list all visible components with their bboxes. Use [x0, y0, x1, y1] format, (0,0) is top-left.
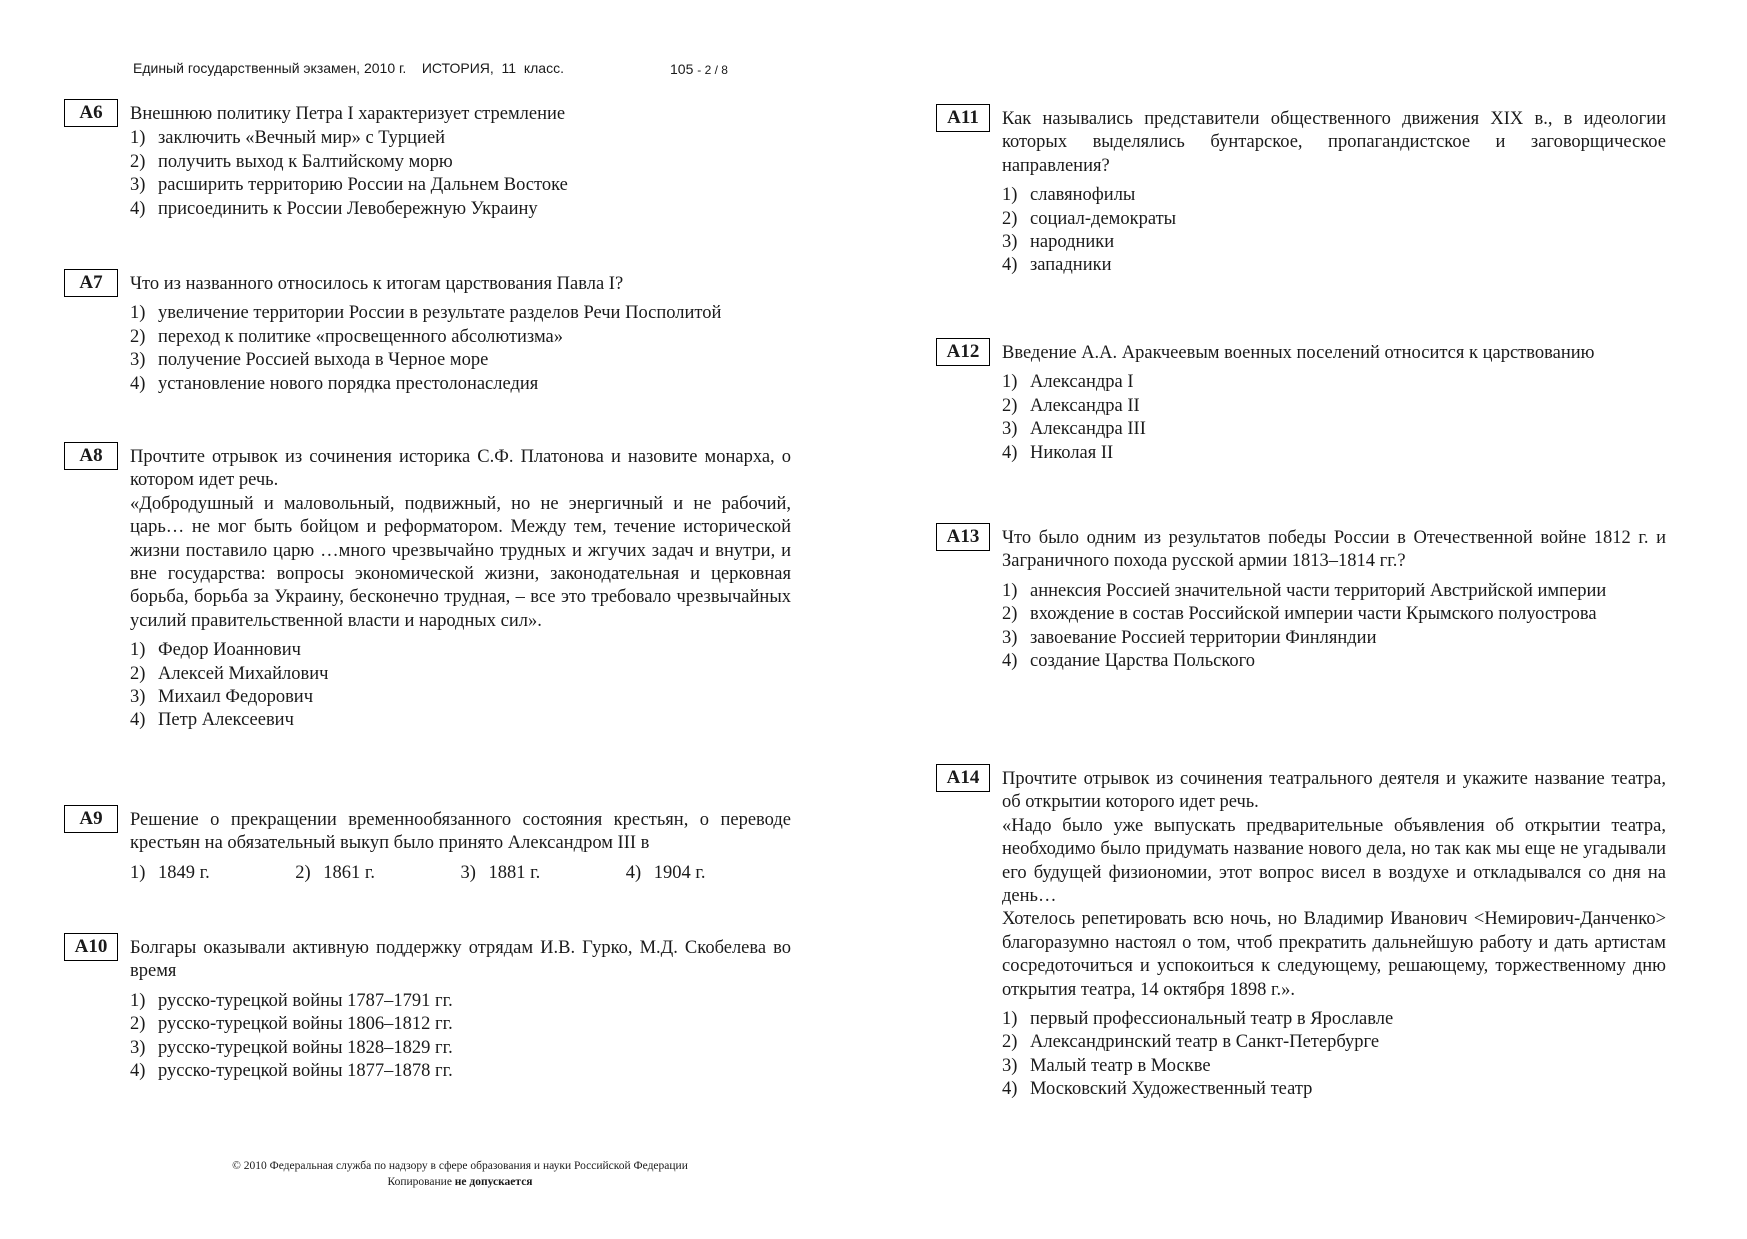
answer-option: 4) установление нового порядка престолонаследия: [130, 373, 539, 394]
task-a7: [64, 273, 791, 396]
answer-option: 1) первый профессиональный театр в Ярославле: [1002, 1009, 1394, 1030]
answer-option: 1) аннексия Россией значительной части территорий Австрийской империи: [1002, 580, 1607, 601]
task-label: A6: [64, 99, 118, 127]
answer-option: 1) Федор Иоаннович: [130, 640, 301, 661]
answer-option: 4) русско-турецкой войны 1877–1878 гг.: [130, 1061, 453, 1082]
question-text: Решение о прекращении временнообязанного состояния крестьян, о переводе крестьян на обязательный выкуп было принято Александром III в: [130, 810, 791, 854]
task-a11: [936, 108, 1666, 278]
copyright-line: © 2010 Федеральная служба по надзору в сфере образования и науки Российской Федерации: [232, 1160, 688, 1172]
page-header: [133, 60, 853, 76]
answer-option: 3) народники: [1002, 232, 1115, 253]
question-text: Болгары оказывали активную поддержку отрядам И.В. Гурко, М.Д. Скобелева во время: [130, 938, 791, 982]
answer-option: 3) получение Россией выхода в Черное море: [130, 350, 489, 371]
answer-option: 1) русско-турецкой войны 1787–1791 гг.: [130, 990, 453, 1011]
answer-option: 4) создание Царства Польского: [1002, 651, 1256, 672]
answer-option: 3) Александра III: [1002, 419, 1146, 440]
answer-option: 3) Малый театр в Москве: [1002, 1055, 1211, 1076]
answer-option: 2) вхождение в состав Российской империи части Крымского полуострова: [1002, 604, 1597, 625]
exam-title: Единый государственный экзамен, 2010 г.: [133, 60, 407, 76]
answer-option: 1) увеличение территории России в результате разделов Речи Посполитой: [130, 303, 722, 324]
answer-option: 2) Алексей Михайлович: [130, 663, 329, 684]
answer-option: 1) 1849 г.: [130, 862, 210, 883]
question-text: Что из названного относилось к итогам царствования Павла I?: [130, 274, 624, 294]
task-a10: [64, 937, 791, 1083]
question-text: Введение А.А. Аракчеевым военных поселений относится к царствованию: [1002, 343, 1595, 363]
task-label: A10: [64, 933, 118, 961]
question-text: Внешнюю политику Петра I характеризует стремление: [130, 104, 566, 124]
task-a14: [936, 768, 1666, 1102]
answer-option: 4) Московский Художественный театр: [1002, 1079, 1313, 1100]
answer-option: 3) завоевание Россией территории Финляндии: [1002, 627, 1377, 648]
answer-option: 3) расширить территорию России на Дальнем Востоке: [130, 175, 568, 196]
answer-option: 4) присоединить к России Левобережную Украину: [130, 198, 538, 219]
answer-option: 2) социал-демократы: [1002, 208, 1177, 229]
answer-option: 4) Петр Алексеевич: [130, 710, 294, 731]
task-label: A12: [936, 338, 990, 366]
answer-option: 2) Александринский театр в Санкт-Петербурге: [1002, 1032, 1380, 1053]
task-label: A14: [936, 764, 990, 792]
answer-option: 2) получить выход к Балтийскому морю: [130, 151, 453, 172]
task-label: A8: [64, 442, 118, 470]
task-a9: [64, 809, 791, 885]
answer-option: 4) западники: [1002, 255, 1112, 276]
question-text: Как назывались представители общественного движения XIX в., в идеологии которых выделялись бунтарское, пропагандистское и заговорщическое направления?: [1002, 109, 1666, 176]
answer-option: 3) Михаил Федорович: [130, 687, 314, 708]
quote-text: Хотелось репетировать всю ночь, но Владимир Иванович <Немирович-Данченко> благоразумно настоял о том, чтоб прекратить дальнейшую работу и дать артистам сосредоточиться и успокоиться к следующему, решающему, торжественному дню открытия театра, 14 октября 1898 г.».: [1002, 909, 1666, 1000]
task-a12: [936, 342, 1666, 465]
quote-text: «Надо было уже выпускать предварительные объявления об открытии театра, необходимо было придумать название нового дела, но так как мы еще не угадывали его будущей физиономии, этот вопрос висел в воздухе и откладывался со дня на день…: [1002, 815, 1666, 907]
answer-option: 4) Николая II: [1002, 442, 1114, 463]
answer-option: 1) заключить «Вечный мир» с Турцией: [130, 128, 446, 149]
grade: 11 класс.: [501, 60, 564, 76]
answer-option: 2) Александра II: [1002, 395, 1140, 416]
question-text: Прочтите отрывок из сочинения театрального деятеля и укажите название театра, об открытии которого идет речь.: [1002, 769, 1666, 813]
copy-notice: Копирование не допускается: [387, 1176, 533, 1188]
question-text: Прочтите отрывок из сочинения историка С.Ф. Платонова и назовите монарха, о котором идет речь.: [130, 447, 791, 491]
answer-option: 4) 1904 г.: [625, 862, 706, 883]
task-label: A7: [64, 269, 118, 297]
subject: ИСТОРИЯ,: [421, 60, 494, 76]
page-footer: [196, 1158, 724, 1190]
task-a13: [936, 527, 1666, 673]
task-label: A13: [936, 523, 990, 551]
page-number: 105 - 2 / 8: [670, 61, 728, 77]
task-a6: [64, 103, 791, 221]
task-a8: [64, 446, 791, 733]
answer-option: 2) переход к политике «просвещенного абсолютизма»: [130, 326, 564, 347]
answer-option: 2) русско-турецкой войны 1806–1812 гг.: [130, 1014, 453, 1035]
task-label: A11: [936, 104, 990, 132]
question-text: Что было одним из результатов победы России в Отечественной войне 1812 г. и Заграничного похода русской армии 1813–1814 гг.?: [1002, 528, 1666, 572]
answer-option: 3) 1881 г.: [460, 862, 541, 883]
answer-option: 2) 1861 г.: [295, 862, 376, 883]
task-label: A9: [64, 805, 118, 833]
answer-option: 1) славянофилы: [1002, 185, 1136, 206]
answer-option: 3) русско-турецкой войны 1828–1829 гг.: [130, 1037, 453, 1058]
quote-text: «Добродушный и маловольный, подвижный, но не энергичный и не рабочий, царь… не мог быть бойцом и реформатором. Между тем, течение исторической жизни поставило царю …много чрезвычайно трудных и жгучих задач и внутри, и вне государства: вопросы экономической жизни, законодательная и церковная борьба, борьба за Украину, бесконечно трудная, – все это требовало чрезвычайных усилий правительственной власти и народных сил».: [130, 493, 791, 631]
answer-option: 1) Александра I: [1002, 372, 1134, 393]
